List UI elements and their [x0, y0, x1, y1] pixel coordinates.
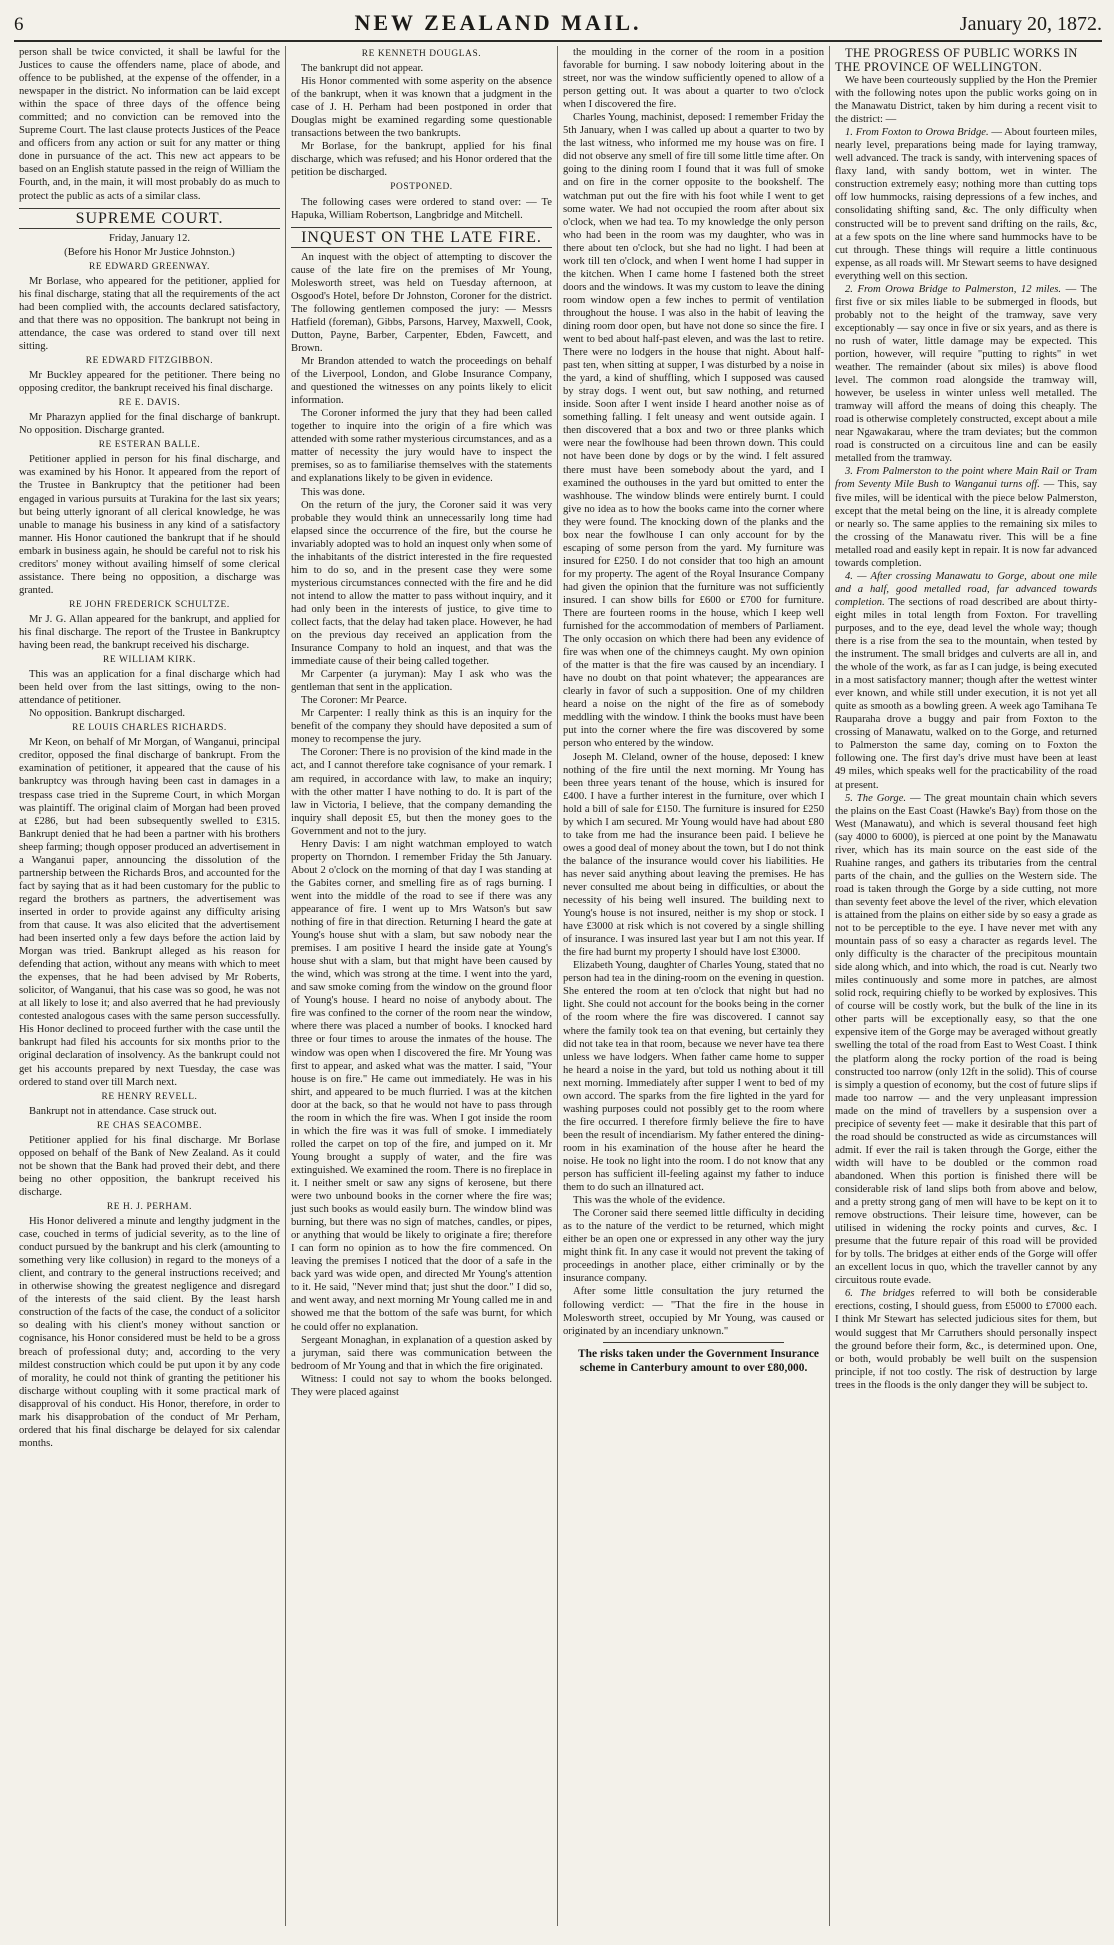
- item-text: — About fourteen miles, nearly level, preparations being made for laying tramway, well advanced. The track is sandy, with intervening spaces of flaxy land, with sandy bottom, wet in winter. The construction extremely easy; nothing more than cutting tops off low hummocks, raising depressions of a few inches, and consolidating shifting sand, &c. The only difficulty when constructed will be to prevent sand drifting on the rails, &c, at a few spots on the line where sand hummocks have to be cut through. These things will require a little continuous expense, as all roads will. Mr Stewart seems to have designed everything well on this section.: [835, 127, 1097, 282]
- issue-date: January 20, 1872.: [959, 13, 1102, 35]
- case-paragraph: The bankrupt did not appear.: [301, 63, 424, 75]
- item-text: — The first five or six miles liable to be submerged in floods, but probably not to the height of the tramway, save very exceptionably — say once in five or six years, and as there is no rush of water, little damage may be expected. This portion, however, will require "putting to rights" in wet weather. The remainder (about six miles) is above flood level. The common road alongside the tramway will, however, be useless in winter unless well metalled. The tramway will afford the means of doing this cheaply. The road is otherwise completely constructed, except about a mile near Ngawakarau, where the tram deviates; but the common road is constructed on a circuitous line and can be easily metalled from the tramway.: [835, 283, 1098, 465]
- inquest-paragraph: Charles Young, machinist, deposed: I remember Friday the 5th January, when I was called up about a quarter to two by the last witness, who informed me my house was on fire. I did not observe any smell of fire till some little time after. On going to the dining room I found that it was full of smoke and on fire in the corner opposite to the bookshelf. The watchman put out the fire with his foot while I went to get some water. We had not occupied the room after about six o'clock, when we had tea. To my knowledge the only person who had been in the room was my daughter, who was in there about ten o'clock, but she had no light. I had been at work till ten o'clock, and when I went home I had supper in the kitchen. When I came home I fastened both the street doors and the windows. It was my custom to leave the dining room window open a few inches to permit of ventilation throughout the house. I was also in the habit of leaving the dining room door open, but have not done so since the fire. I went to bed about half-past eleven, and was the last to retire. There were no lodgers in the house that night. About half-past ten, when sitting at supper, I was disturbed by a noise in the yard, a kind of shuffling, which I supposed was caused by stray dogs. I went out, but saw nothing, and returned inside. Soon after I went inside I heard another noise as of something falling. I felt uneasy and went outside again. I then discovered that a box and two or three planks which were near the fowlhouse had been thrown down. This could not have been done by dogs or by the wind. I felt assured there must have been somebody about the yard, and I examined the outhouses in the yard but omitted to enter the washhouse. The window blinds were entirely burnt. I could give no idea as to how the books came into the corner where they were found. The knocking down of the planks and the box near the fowlhouse I can only account for by the escaping of some person from the yard. My furniture was insured for £250. I do not consider that too high an amount for my property. The agent of the Royal Insurance Company had given the opinion that the furniture was not sufficiently insured. I can show bills for £600 or £700 for furniture. There are fourteen rooms in the house, which I keep well furnished for the accommodation of members of Parliament. The only occasion on which there had been any evidence of fire was when one of the chimneys caught. My own opinion of the matter is that the fire was caused by an incendiary. I have no doubt on that point whatever; the appearances are clearly in favor of such a supposition. One of my children heard a noise on the night of the fire as of somebody meddling with the window. I think the books must have been put into the corner where the fire was discovered by some person who entered by the window.: [563, 112, 824, 750]
- case-paragraph: Petitioner applied in person for his final discharge, and was examined by his Honor. It appeared from the report of the Trustee in Bankruptcy that the petitioner had been engaged in various pursuits at Turakina for the last six years; but being utterly ignorant of all clerical knowledge, he was unable to manage his business in any kind of a satisfactory manner. His Honor cautioned the bankrupt that if he should embark in business again, he should be careful not to risk his creditors' money without availing himself of some clerical assistance. There being no opposition, a discharge was granted.: [19, 454, 280, 596]
- inquest-paragraph: Witness: I could not say to whom the books belonged. They were placed against: [291, 1373, 552, 1398]
- case-title: RE H. J. PERHAM.: [106, 1201, 193, 1212]
- intro-paragraph: person shall be twice convicted, it shall be lawful for the Justices to cause the offenders name, place of abode, and offence to be published, at the expense of the offender, in a newspaper in the district. No information can be laid except within the space of three days of the offence being committed; and no conviction can be removed into the Supreme Court. The last clause protects Justices of the Peace and officers from any action or suit for any matter or thing done in pursuance of the act. This new act appears to be based on an English statute passed in the reign of William the Fourth, and, in the main, it will most probably do as much to protect the public as acts of a similar class.: [19, 47, 280, 202]
- column-4: [830, 46, 1102, 1926]
- item-text: — This, say five miles, will be identical with the piece below Palmerston, except that the metal being on the line, it is already complete or nearly so. The same applies to the remaining six miles to the crossing of the Manawatu river. This will be a fine metalled road and easily kept in repair. It is now far advanced towards completion.: [835, 479, 1097, 569]
- case-title: RE LOUIS CHARLES RICHARDS.: [72, 723, 227, 734]
- item-label: 3. From Palmerston to the point where Main Rail or Tram from Seventy Mile Bush to Wanganui turns off.: [835, 466, 1097, 491]
- inquest-paragraph: The Coroner: Mr Pearce.: [301, 695, 407, 707]
- inquest-paragraph: Mr Brandon attended to watch the proceedings on behalf of the Liverpool, London, and Globe Insurance Company, and questioned the witnesses on any points likely to elicit information.: [291, 356, 552, 407]
- item-label: 2. From Orowa Bridge to Palmerston, 12 miles.: [845, 283, 1062, 295]
- case-paragraph: Mr Pharazyn applied for the final discharge of bankrupt. No opposition. Discharge granted.: [19, 412, 280, 437]
- case-title: RE JOHN FREDERICK SCHULTZE.: [69, 599, 230, 610]
- item-label: 5. The Gorge.: [845, 792, 907, 804]
- case-title: RE CHAS SEACOMBE.: [96, 1120, 203, 1131]
- case-paragraph: His Honor commented with some asperity on the absence of the bankrupt, when it was known that a judgment in the case of J. H. Perham had been postponed in order that Douglas might be examined regarding some questionable transactions between the two bankrupts.: [291, 76, 552, 140]
- inquest-paragraph: This was the whole of the evidence.: [573, 1195, 726, 1207]
- inquest-paragraph: After some little consultation the jury returned the following verdict: — "That the fire in the house in Molesworth street, occupied by Mr Young, was caused or originated by an incendiary unknown.": [563, 1286, 824, 1337]
- public-works-intro: We have been courteously supplied by the Hon the Premier with the following notes upon the public works going on in the Manawatu District, taken by him during a recent visit to the district: —: [835, 75, 1097, 126]
- case-paragraph: This was an application for a final discharge which had been held over from the last sittings, owing to the non-attendance of petitioner.: [19, 669, 280, 707]
- case-paragraph: Petitioner applied for his final discharge. Mr Borlase opposed on behalf of the Bank of New Zealand. As it could not be shown that the Bank had proved their debt, and there being no other opposition, the bankrupt received his discharge.: [19, 1134, 280, 1198]
- column-1: [14, 46, 286, 1926]
- section-title-supreme-court: SUPREME COURT.: [19, 208, 280, 229]
- inquest-paragraph: The Coroner said there seemed little difficulty in deciding as to the nature of the verdict to be returned, which might either be an open one or expressed in any other way the jury might think fit. In any case it would not prevent the taking of proceedings in another place, either criminally or by the insurance company.: [563, 1208, 824, 1285]
- public-works-item: [835, 792, 1097, 1288]
- case-paragraph: Mr Borlase, for the bankrupt, applied for his final discharge, which was refused; and his Honor ordered that the petition be discharged.: [291, 141, 552, 179]
- case-paragraph: No opposition. Bankrupt discharged.: [29, 708, 186, 720]
- case-paragraph: Mr Borlase, who appeared for the petitioner, applied for his final discharge, stating that all the requirements of the act had been complied with, the accounts declared satisfactory, and that there was no opposition. The bankrupt not being in attendance, the case was ordered to stand over till next sitting.: [19, 275, 280, 352]
- column-2: [286, 46, 558, 1926]
- inquest-paragraph: This was done.: [301, 486, 365, 498]
- case-paragraph: Mr Buckley appeared for the petitioner. There being no opposing creditor, the bankrupt received his final discharge.: [19, 370, 280, 395]
- case-paragraph: Mr Keon, on behalf of Mr Morgan, of Wanganui, principal creditor, opposed the final discharge of bankrupt. From the examination of petitioner, it appeared that the cause of his bankruptcy was through having been cast in damages in a trespass case tried in the Supreme Court, in which Morgan was plaintiff. The original claim of Morgan had been proved at £286, but had been subsequently swelled to £315. Bankrupt denied that he had been a partner with his brothers sheep farming; though opposer produced an advertisement in a Wanganui paper, announcing the dissolution of the partnership between the Richards Bros, and accounted for the fact by saying that as it had been customary for the public to regard the brothers as partners, the advertisement was inserted in order to provide against any difficulty arising from that cause. It was also elicited that the advertisement had been inserted only a few days before the action laid by Morgan was tried. Bankrupt alleged as his reason for defending that action, without any means with which to meet the expenses, that he had been advised by Mr Roberts, solicitor, of Wanganui, that his case was so good, he was not at all likely to lose it; and also averred that he had previously contested analogous cases with the same person successfully. His Honor declined to proceed further with the case until the bankrupt had filed his accounts for six months prior to the original declaration of insolvency. As the bankrupt could not get his accounts prepared by next Tuesday, the case was ordered to stand over till March next.: [19, 737, 280, 1088]
- inquest-paragraph: Mr Carpenter: I really think as this is an inquiry for the benefit of the company they should have deposited a sum of money to recompense the jury.: [291, 708, 552, 746]
- item-text: referred to will both be considerable erections, costing, I should guess, from £5000 to £7000 each. I think Mr Stewart has selected judicious sites for them, but would suggest that Mr Carruthers should personally inspect the ground before their form, &c., is determined upon. One, or both, would probably be well built on the suspension principle, if not too costly. The risk of destruction by large trees in the floods is the only danger they will be subject to.: [835, 1288, 1097, 1391]
- inquest-paragraph: An inquest with the object of attempting to discover the cause of the late fire on the premises of Mr Young, Molesworth street, was held on Tuesday afternoon, at Osgood's Hotel, before Dr Johnston, Coroner for the district. The following gentlemen composed the jury: — Messrs Hatfield (foreman), Gibbs, Parsons, Harvey, Maxwell, Cook, Dutton, Payne, Barber, Carpenter, Ebden, Fawcett, and Brown.: [291, 251, 552, 354]
- divider: [603, 1342, 784, 1343]
- inquest-report-continued: [563, 46, 824, 1338]
- public-works-item: [835, 570, 1097, 792]
- newspaper-title: NEW ZEALAND MAIL.: [354, 10, 642, 35]
- case-title: RE EDWARD GREENWAY.: [88, 261, 211, 272]
- inquest-paragraph: The Coroner: There is no provision of the kind made in the act, and I cannot therefore take cognisance of your remark. I am required, in accordance with law, to make an inquiry; with the other matter I have nothing to do. It is part of the law in Victoria, I believe, that the company demanding the inquiry shall deposit £5, but then the money goes to the Government and not to the jury.: [291, 747, 552, 837]
- case-title: RE KENNETH DOUGLAS.: [361, 49, 482, 59]
- item-text: The sections of road described are about thirty-eight miles in total length from Foxton. For travelling purposes, and to the eye, dead level the whole way; though there is a rise from the sea to the mountain, when tested by the instrument. The small bridges and culverts are all in, and the whole of the work, as far as I can judge, is being executed in a most satisfactory manner; though after the wettest winter ever known, and while still under execution, it is not yet all quite as smooth as a bowling green. A week ago Tamihana Te Rauparaha drove a buggy and pair from Foxton to the crossing of Manawatu, walked on to the Gorge, and returned to Palmerston the same day, coming on to Foxton the following one. The first day's drive must have been at least 49 miles, which speaks well for the practicability of the road at present.: [835, 596, 1097, 791]
- inquest-report: [291, 251, 552, 1399]
- case-paragraph: His Honor delivered a minute and lengthy judgment in the case, couched in terms of judicial severity, as to the line of conduct pursued by the bankrupt and his clerk (amounting to something very like collusion) in regard to the moneys of a client, and contrary to the general instructions received; and in otherwise showing the greatest negligence and disregard of the interests of the said client. By the least harsh construction of the facts of the case, the conduct of a solicitor so dealing with his client's money without sanction or cognisance, his Honor considered must be held to be a gross breach of professional duty; and, according to the very mildest construction which could be put upon it by any code of morality, he could not think of granting the petitioner his discharge without coupling with it some practical mark of disapproval of his conduct. His Honor, therefore, in order to mark his disapprobation of the conduct of Mr Perham, ordered that his final discharge be delayed for six calendar months.: [19, 1216, 280, 1449]
- inquest-paragraph: Mr Carpenter (a juryman): May I ask who was the gentleman that sent in the application.: [291, 669, 552, 694]
- case-paragraph: Bankrupt not in attendance. Case struck out.: [29, 1105, 217, 1117]
- column-3: [558, 46, 830, 1926]
- inquest-paragraph: Henry Davis: I am night watchman employed to watch property on Thorndon. I remember Friday the 5th January. About 2 o'clock on the morning of that day I was standing at the Gabites corner, and smelling fire as of rags burning. I went into the middle of the road to see if there was any appearance of fire. I went up to Mrs Watson's but saw nothing of fire in that direction. Returning I heard the gate at Young's house shut with a slam, but saw nobody near the premises. I am positive I heard the inside gate at Young's house shut with a slam, but that might have been caused by the wind, which was strong at the time. I went into the yard, and saw smoke coming from the window on the ground floor of Young's house. I heard no noise of anybody about. The fire was confined to the corner of the room near the window, where there was placed a number of books. I knocked hard three or four times to arouse the inmates of the house. The window was open when I discovered the fire. Mr Young was first to appear, and asked what was the matter. I said, "Your house is on fire." He came out immediately. He was in his shirt, and appeared to be much flurried. I was at the kitchen door at the back, so that he would not have to pass through the room in which the fire was. When I got inside the room in which the fire was it was full of smoke. I immediately rolled the carpet on top of the fire, and jumped on it. Mr Young brought a supply of water, and the fire was extinguished. We examined the room. There is no fireplace in it. I neither smelt or saw any signs of kerosene, but there were two unbound books in the corner where the fire was; just such books as would easily burn. The window blind was burning, but there was no sign of matches, candles, or pipes, or anything that would be likely to originate a fire; therefore I can form no opinion as to how the fire commenced. On leaving the premises I noticed that the door of a safe in the back yard was wide open, and directed Mr Young's attention to it. He said, "Never mind that; just shut the door." I did so, and went away, and next morning Mr Young called me in and showed me that the bottom of the safe was burnt, for which he could offer no explanation.: [291, 838, 552, 1333]
- inquest-paragraph: Elizabeth Young, daughter of Charles Young, stated that no person had tea in the dining-room on the evening in question. She entered the room at ten o'clock that night but had no light. She could not account for the books being in the corner of the room where the fire was discovered. I cannot say where the family took tea on that evening, but certainly they did not take tea in that room, because we never have tea there unless we have lodgers. When father came home to supper he heard a noise in the yard, but told us nothing about it till next morning. Immediately after supper I went to bed of my own accord. The sparks from the fire lighted in the yard for washing purposes could not possibly get to the room where the fire occurred. I therefore firmly believe the fire to have been the result of incendiarism. My father entered the dining-room in his examination of the house after he heard the noise. He took no light into the room. I do not know that any person has sufficient ill-feeling against my father to induce them to do such an illnatured act.: [563, 960, 824, 1194]
- sitting-judge: (Before his Honor Mr Justice Johnston.): [64, 246, 235, 258]
- case-title: RE E. DAVIS.: [118, 398, 181, 409]
- public-works-item: [835, 1287, 1097, 1391]
- public-works-heading: THE PROGRESS OF PUBLIC WORKS IN THE PROVINCE OF WELLINGTON.: [835, 46, 1078, 74]
- item-text: — The great mountain chain which severs the plains on the East Coast (Hawke's Bay) from those on the West (Manawatu), and which is several thousand feet high (say 4000 to 6000), is pierced at one point by the Manawatu river, which has its main source on the east side of the Ruahine ranges, and gathers its tributaries from the central parts of the chain, and the gullies on the Western side. The road is taken through the Gorge by a side cutting, not more than seventy feet above the level of the river, which elevation is attained from the plains on either side by so easy a grade as not to be perceptible to the eye. I have never met with any mountain pass of so easy a character as regards level. The only difficulty is the character of the precipitous mountain side along which, and into which, the road is cut. Nearly two miles continuously and some more in patches, are almost solid rock, requiring chiefly to be worked by explosives. This of course will be costly work, but the bulk of the line in its other parts will be exceptionally easy, so that the one expensive item of the Gorge may be averaged without greatly swelling the total of the road from East to West Coast. I think the platform along the rocky portion of the road is being constructed too narrow (only 12ft in the solid). This of course is simply a question of economy, but the cost of future slips if made too narrow — and the very unpleasant impression made on the mind of travellers by a suspension over a precipice of seventy feet — make it desirable that this part of the road should be constructed as wide as circumstances will admit. If ever the rail is taken through the Gorge, either the width will have to be doubled or the common road abandoned. When this portion is finished there will be considerable risk of land slips both from above and below, and a pretty strong gang of men will have to be kept on it to remove obstructions. Their leisure time, however, can be utilised in widening the rocky points and curves, &c. I presume that the future repair of this road will be provided for by tolls. The bridges at either ends of the Gorge will offer an excellent locus in quo, which the traveller cannot by any circuitous route evade.: [835, 792, 1097, 1287]
- columns: [14, 46, 1102, 1926]
- case-title: RE ESTERAN BALLE.: [98, 440, 201, 451]
- closing-note: The risks taken under the Government Insurance scheme in Canterbury amount to over £80,000.: [578, 1347, 819, 1374]
- sitting-day: Friday, January 12.: [108, 232, 191, 244]
- court-cases: [19, 261, 280, 1450]
- inquest-paragraph: the moulding in the corner of the room in a position favorable for burning. I saw nobody loitering about in the street, nor was the window sufficiently opened to allow of a person getting out. It was about a quarter to two o'clock when I discovered the fire.: [563, 47, 824, 111]
- public-works-items: [835, 126, 1097, 1392]
- case-paragraph: Mr J. G. Allan appeared for the bankrupt, and applied for his final discharge. The report of the Trustee in Bankruptcy having been read, the bankrupt received his discharge.: [19, 613, 280, 652]
- inquest-paragraph: The Coroner informed the jury that they had been called together to inquire into the origin of a fire which was attended with some rather mysterious circumstances, and as a matter of necessity the jury would have to inspect the premises, so as to familiarise themselves with the statements and explanations likely to be given in evidence.: [291, 408, 552, 485]
- inquest-paragraph: On the return of the jury, the Coroner said it was very probable they would think an unnecessarily long time had elapsed since the occurrence of the fire, but the course he invariably adopted was to hold an inquest only when some of the inhabitants of the district interested in the fire requested him to do so, and in the present case they were some mysterious circumstances connected with the fire and he did not intend to allow the matter to pass without inquiry, and it had only been in the interests of justice, to give time to collect facts, that the delay had taken place. However, he had on the previous day received an application from the Insurance Company to hold an inquest, and that was the immediate cause of their being called together.: [291, 499, 552, 668]
- inquest-paragraph: Sergeant Monaghan, in explanation of a question asked by a juryman, said there was communication between the bedroom of Mr Young and that in which the fire originated.: [291, 1334, 552, 1372]
- public-works-item: [835, 283, 1097, 466]
- case-title: RE HENRY REVELL.: [101, 1091, 198, 1102]
- case-title: RE EDWARD FITZGIBBON.: [85, 356, 214, 367]
- item-label: 6. The bridges: [845, 1288, 915, 1300]
- section-title-inquest: INQUEST ON THE LATE FIRE.: [291, 227, 552, 248]
- item-label: 4. — After crossing Manawatu to Gorge, about one mile and a half, good metalled road, far advanced towards completion.: [835, 570, 1097, 608]
- public-works-item: [835, 126, 1097, 283]
- postponed-title: POSTPONED.: [390, 182, 453, 193]
- public-works-item: [835, 465, 1097, 569]
- postponed-text: The following cases were ordered to stand over: — Te Hapuka, William Robertson, Langbridge and Mitchell.: [291, 196, 552, 221]
- case-body: [291, 62, 552, 179]
- item-label: 1. From Foxton to Orowa Bridge.: [845, 127, 989, 139]
- page-number: 6: [14, 14, 24, 35]
- inquest-paragraph: Joseph M. Cleland, owner of the house, deposed: I knew nothing of the fire until the next morning. Mr Young has been three years tenant of the house, which is insured for £400. I have a further interest in the furniture, over which I hold a bill of sale for £150. The furniture is insured for £250 by which I am secured. Mr Young would have had about £80 to take from me had the insurance been paid. I believe he owes a good deal of money about the town, but I do not think the balance of the insurance would cover his liabilities. He has never said anything about leaving the premises. He has never consulted me about being in difficulties, or about the necessity of his being well insured. The building next to Young's house is not insured, neither is my shop or stock. I have £3000 at risk which is not covered by a single shilling of insurance. I was insured last year but I am not this year. If the fire had burnt my property I should have lost £3000.: [563, 751, 824, 959]
- masthead: [14, 10, 1102, 42]
- case-title: RE WILLIAM KIRK.: [102, 655, 196, 666]
